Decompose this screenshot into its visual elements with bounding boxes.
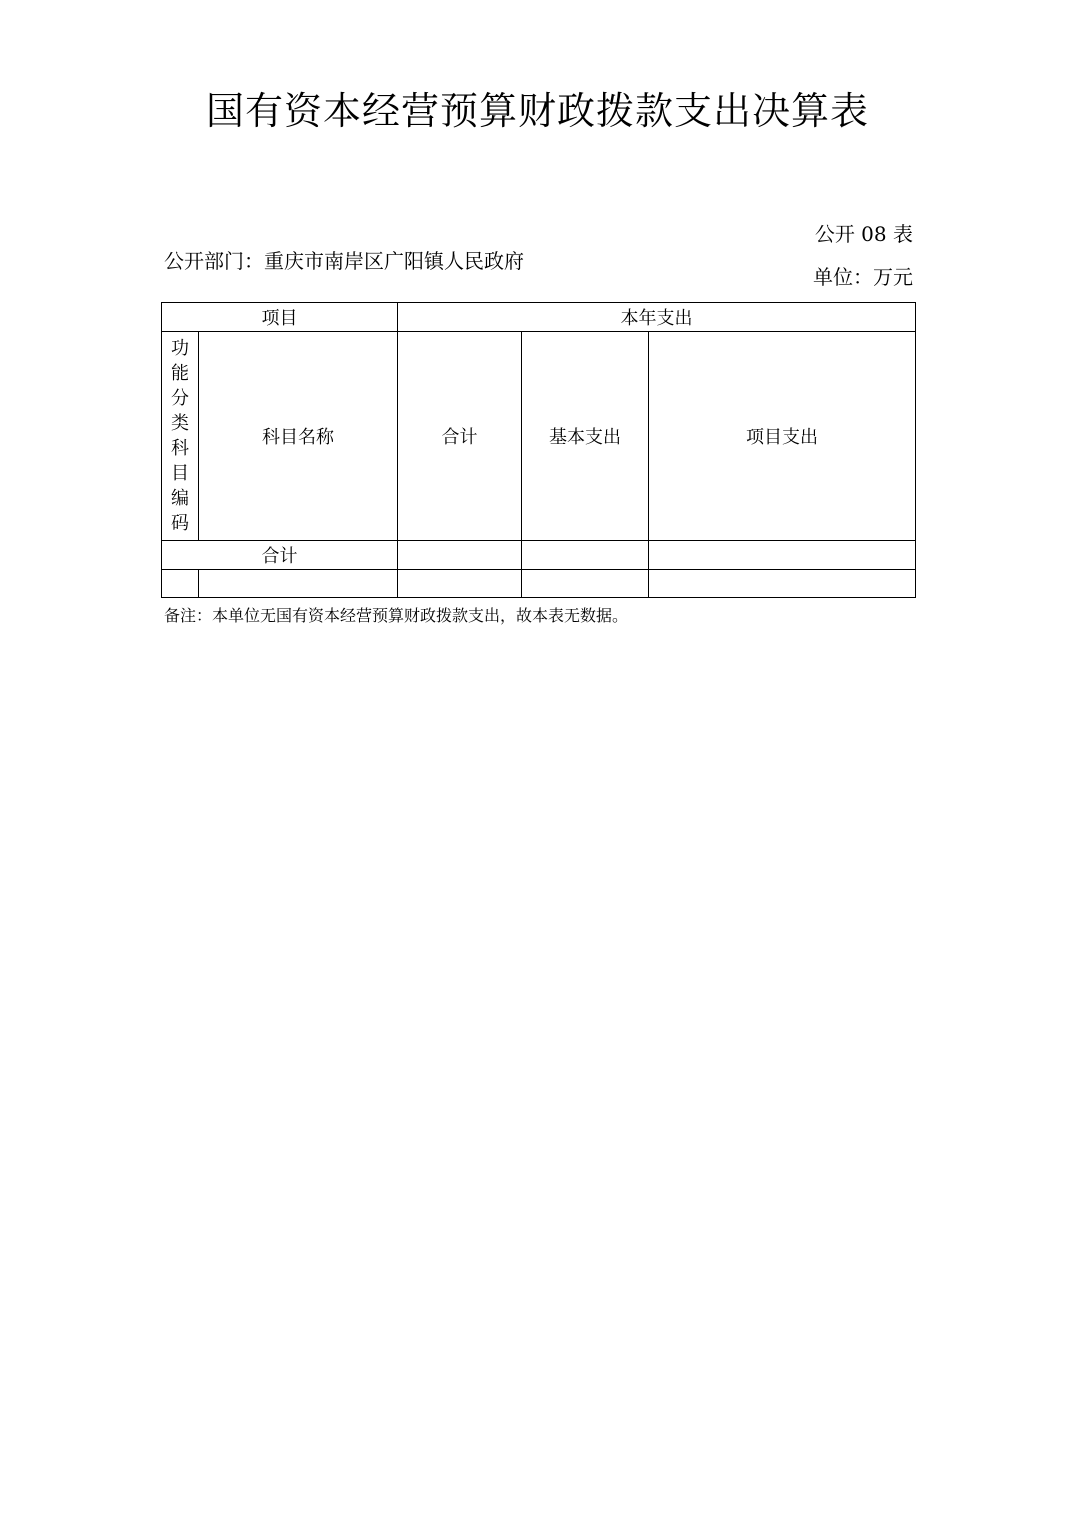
total-row-label: 合计 bbox=[162, 541, 398, 570]
total-row-total bbox=[398, 541, 522, 570]
total-row-project bbox=[649, 541, 916, 570]
header-item: 项目 bbox=[162, 303, 398, 332]
empty-cell-basic bbox=[522, 570, 649, 598]
table-subheader-row bbox=[162, 332, 916, 541]
department-label: 公开部门：重庆市南岸区广阳镇人民政府 bbox=[164, 249, 524, 273]
budget-table bbox=[161, 302, 916, 598]
col-name-header: 科目名称 bbox=[199, 332, 398, 541]
col-project-header: 项目支出 bbox=[649, 332, 916, 541]
table-header-row bbox=[162, 303, 916, 332]
col-total-header: 合计 bbox=[398, 332, 522, 541]
table-note: 备注：本单位无国有资本经营预算财政拨款支出，故本表无数据。 bbox=[164, 606, 629, 625]
table-row bbox=[162, 570, 916, 598]
total-row-basic bbox=[522, 541, 649, 570]
col-basic-header: 基本支出 bbox=[522, 332, 649, 541]
total-row bbox=[162, 541, 916, 570]
col-code-cell bbox=[162, 332, 199, 541]
document-title: 国有资本经营预算财政拨款支出决算表 bbox=[205, 89, 869, 133]
col-code-header: 功能分类科目编码 bbox=[171, 338, 189, 534]
unit-label: 单位：万元 bbox=[813, 265, 913, 289]
empty-cell-code bbox=[162, 570, 199, 598]
form-code: 公开 08 表 bbox=[814, 222, 913, 246]
header-current-year: 本年支出 bbox=[398, 303, 916, 332]
empty-cell-project bbox=[649, 570, 916, 598]
empty-cell-total bbox=[398, 570, 522, 598]
empty-cell-name bbox=[199, 570, 398, 598]
